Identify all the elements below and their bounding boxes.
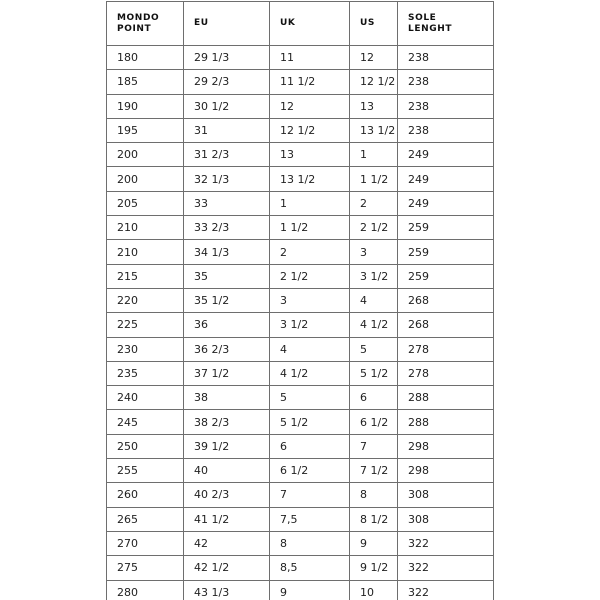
cell-uk: 1 1/2 — [270, 216, 350, 240]
cell-us: 5 — [350, 337, 398, 361]
cell-uk: 4 1/2 — [270, 361, 350, 385]
cell-uk: 6 — [270, 434, 350, 458]
table-row — [107, 118, 494, 142]
cell-uk: 12 — [270, 94, 350, 118]
table-row — [107, 580, 494, 600]
table-row — [107, 216, 494, 240]
cell-uk: 7 — [270, 483, 350, 507]
table-row — [107, 143, 494, 167]
cell-us: 7 1/2 — [350, 459, 398, 483]
cell-eu: 40 2/3 — [184, 483, 270, 507]
cell-eu: 42 — [184, 531, 270, 555]
header-uk: UK — [270, 2, 350, 46]
cell-mondo-point: 185 — [107, 70, 184, 94]
header-us: US — [350, 2, 398, 46]
cell-uk: 8 — [270, 531, 350, 555]
size-chart-table — [106, 1, 494, 600]
table-row — [107, 70, 494, 94]
header-sole-length: SOLE LENGHT — [398, 2, 494, 46]
cell-eu: 42 1/2 — [184, 556, 270, 580]
cell-eu: 29 2/3 — [184, 70, 270, 94]
cell-mondo-point: 210 — [107, 216, 184, 240]
cell-mondo-point: 200 — [107, 143, 184, 167]
cell-us: 8 1/2 — [350, 507, 398, 531]
table-row — [107, 531, 494, 555]
cell-us: 7 — [350, 434, 398, 458]
cell-eu: 39 1/2 — [184, 434, 270, 458]
cell-sole-length: 259 — [398, 264, 494, 288]
table-row — [107, 459, 494, 483]
cell-eu: 33 — [184, 191, 270, 215]
cell-mondo-point: 265 — [107, 507, 184, 531]
cell-mondo-point: 270 — [107, 531, 184, 555]
cell-sole-length: 288 — [398, 410, 494, 434]
cell-eu: 31 — [184, 118, 270, 142]
cell-mondo-point: 260 — [107, 483, 184, 507]
cell-eu: 33 2/3 — [184, 216, 270, 240]
cell-us: 4 1/2 — [350, 313, 398, 337]
cell-us: 10 — [350, 580, 398, 600]
cell-sole-length: 298 — [398, 459, 494, 483]
cell-uk: 6 1/2 — [270, 459, 350, 483]
cell-uk: 11 1/2 — [270, 70, 350, 94]
cell-uk: 5 — [270, 386, 350, 410]
table-row — [107, 410, 494, 434]
cell-mondo-point: 190 — [107, 94, 184, 118]
cell-sole-length: 322 — [398, 556, 494, 580]
cell-sole-length: 322 — [398, 531, 494, 555]
cell-eu: 41 1/2 — [184, 507, 270, 531]
cell-uk: 13 — [270, 143, 350, 167]
cell-sole-length: 249 — [398, 143, 494, 167]
cell-mondo-point: 275 — [107, 556, 184, 580]
cell-eu: 36 2/3 — [184, 337, 270, 361]
cell-mondo-point: 230 — [107, 337, 184, 361]
cell-us: 6 1/2 — [350, 410, 398, 434]
cell-us: 13 1/2 — [350, 118, 398, 142]
cell-eu: 36 — [184, 313, 270, 337]
cell-sole-length: 249 — [398, 167, 494, 191]
table-row — [107, 337, 494, 361]
cell-us: 9 1/2 — [350, 556, 398, 580]
header-eu: EU — [184, 2, 270, 46]
cell-mondo-point: 245 — [107, 410, 184, 434]
table-row — [107, 46, 494, 70]
cell-sole-length: 238 — [398, 94, 494, 118]
cell-us: 8 — [350, 483, 398, 507]
cell-mondo-point: 225 — [107, 313, 184, 337]
cell-mondo-point: 210 — [107, 240, 184, 264]
cell-uk: 3 — [270, 288, 350, 312]
cell-us: 1 — [350, 143, 398, 167]
cell-uk: 2 — [270, 240, 350, 264]
cell-sole-length: 238 — [398, 70, 494, 94]
cell-sole-length: 288 — [398, 386, 494, 410]
cell-eu: 37 1/2 — [184, 361, 270, 385]
cell-sole-length: 278 — [398, 337, 494, 361]
header-row — [107, 2, 494, 46]
cell-uk: 13 1/2 — [270, 167, 350, 191]
cell-mondo-point: 200 — [107, 167, 184, 191]
cell-us: 2 1/2 — [350, 216, 398, 240]
table-row — [107, 313, 494, 337]
cell-eu: 32 1/3 — [184, 167, 270, 191]
cell-mondo-point: 205 — [107, 191, 184, 215]
cell-eu: 34 1/3 — [184, 240, 270, 264]
table-row — [107, 386, 494, 410]
table-row — [107, 556, 494, 580]
cell-us: 12 — [350, 46, 398, 70]
cell-sole-length: 238 — [398, 118, 494, 142]
cell-eu: 43 1/3 — [184, 580, 270, 600]
cell-uk: 12 1/2 — [270, 118, 350, 142]
cell-uk: 8,5 — [270, 556, 350, 580]
cell-mondo-point: 280 — [107, 580, 184, 600]
cell-eu: 29 1/3 — [184, 46, 270, 70]
table-row — [107, 240, 494, 264]
cell-mondo-point: 240 — [107, 386, 184, 410]
cell-eu: 35 — [184, 264, 270, 288]
cell-sole-length: 268 — [398, 288, 494, 312]
cell-us: 12 1/2 — [350, 70, 398, 94]
header-mondo-point: MONDO POINT — [107, 2, 184, 46]
cell-eu: 38 2/3 — [184, 410, 270, 434]
cell-sole-length: 308 — [398, 483, 494, 507]
cell-uk: 5 1/2 — [270, 410, 350, 434]
cell-uk: 9 — [270, 580, 350, 600]
table-row — [107, 264, 494, 288]
cell-us: 2 — [350, 191, 398, 215]
cell-mondo-point: 215 — [107, 264, 184, 288]
cell-mondo-point: 255 — [107, 459, 184, 483]
cell-us: 4 — [350, 288, 398, 312]
cell-uk: 4 — [270, 337, 350, 361]
cell-sole-length: 298 — [398, 434, 494, 458]
cell-sole-length: 278 — [398, 361, 494, 385]
cell-uk: 7,5 — [270, 507, 350, 531]
cell-mondo-point: 235 — [107, 361, 184, 385]
cell-sole-length: 249 — [398, 191, 494, 215]
table-row — [107, 483, 494, 507]
cell-eu: 40 — [184, 459, 270, 483]
table-row — [107, 167, 494, 191]
size-chart-body — [107, 46, 494, 600]
cell-eu: 35 1/2 — [184, 288, 270, 312]
cell-uk: 11 — [270, 46, 350, 70]
cell-mondo-point: 180 — [107, 46, 184, 70]
cell-eu: 38 — [184, 386, 270, 410]
table-row — [107, 507, 494, 531]
cell-us: 13 — [350, 94, 398, 118]
cell-us: 1 1/2 — [350, 167, 398, 191]
cell-mondo-point: 220 — [107, 288, 184, 312]
cell-sole-length: 308 — [398, 507, 494, 531]
cell-sole-length: 238 — [398, 46, 494, 70]
cell-eu: 30 1/2 — [184, 94, 270, 118]
cell-sole-length: 259 — [398, 240, 494, 264]
cell-us: 3 1/2 — [350, 264, 398, 288]
table-row — [107, 434, 494, 458]
cell-us: 5 1/2 — [350, 361, 398, 385]
cell-sole-length: 259 — [398, 216, 494, 240]
table-row — [107, 94, 494, 118]
cell-uk: 3 1/2 — [270, 313, 350, 337]
table-row — [107, 361, 494, 385]
cell-uk: 2 1/2 — [270, 264, 350, 288]
cell-us: 9 — [350, 531, 398, 555]
cell-mondo-point: 250 — [107, 434, 184, 458]
cell-mondo-point: 195 — [107, 118, 184, 142]
cell-eu: 31 2/3 — [184, 143, 270, 167]
cell-uk: 1 — [270, 191, 350, 215]
cell-us: 3 — [350, 240, 398, 264]
cell-us: 6 — [350, 386, 398, 410]
table-row — [107, 288, 494, 312]
table-row — [107, 191, 494, 215]
cell-sole-length: 268 — [398, 313, 494, 337]
cell-sole-length: 322 — [398, 580, 494, 600]
